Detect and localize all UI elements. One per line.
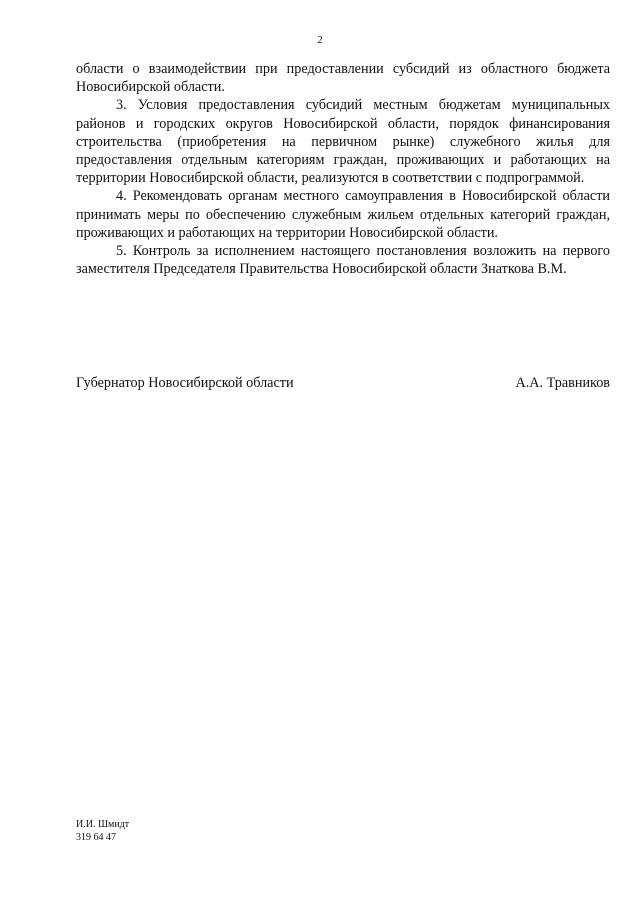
document-body	[76, 60, 610, 278]
paragraph-4: 4. Рекомендовать органам местного самоуправления в Новосибирской области принимать меры по обеспечению служебным жильем отдельных категорий граждан, проживающих и работающих на территории Новосибирской области.	[76, 188, 610, 241]
paragraph-3: 3. Условия предоставления субсидий местным бюджетам муниципальных районов и городских округов Новосибирской области, порядок финансирования строительства (приобретения на первичном рынке) служебного жилья для предоставления отдельным категориям граждан, проживающих и работающих на территории Новосибирской области, реализуются в соответствии с подпрограммой.	[76, 97, 610, 187]
signatory-name: А.А. Травников	[515, 375, 610, 391]
paragraph-continuation: области о взаимодействии при предоставлении субсидий из областного бюджета Новосибирской области.	[76, 61, 610, 96]
executor-contact	[76, 818, 129, 844]
executor-name: И.И. Шмидт	[76, 819, 130, 830]
paragraph-5: 5. Контроль за исполнением настоящего постановления возложить на первого заместителя Председателя Правительства Новосибирской области Знаткова В.М.	[76, 243, 610, 278]
page-number: 2	[317, 34, 323, 46]
signature-block	[76, 374, 610, 392]
signatory-position: Губернатор Новосибирской области	[76, 375, 294, 391]
executor-phone: 319 64 47	[76, 832, 116, 843]
